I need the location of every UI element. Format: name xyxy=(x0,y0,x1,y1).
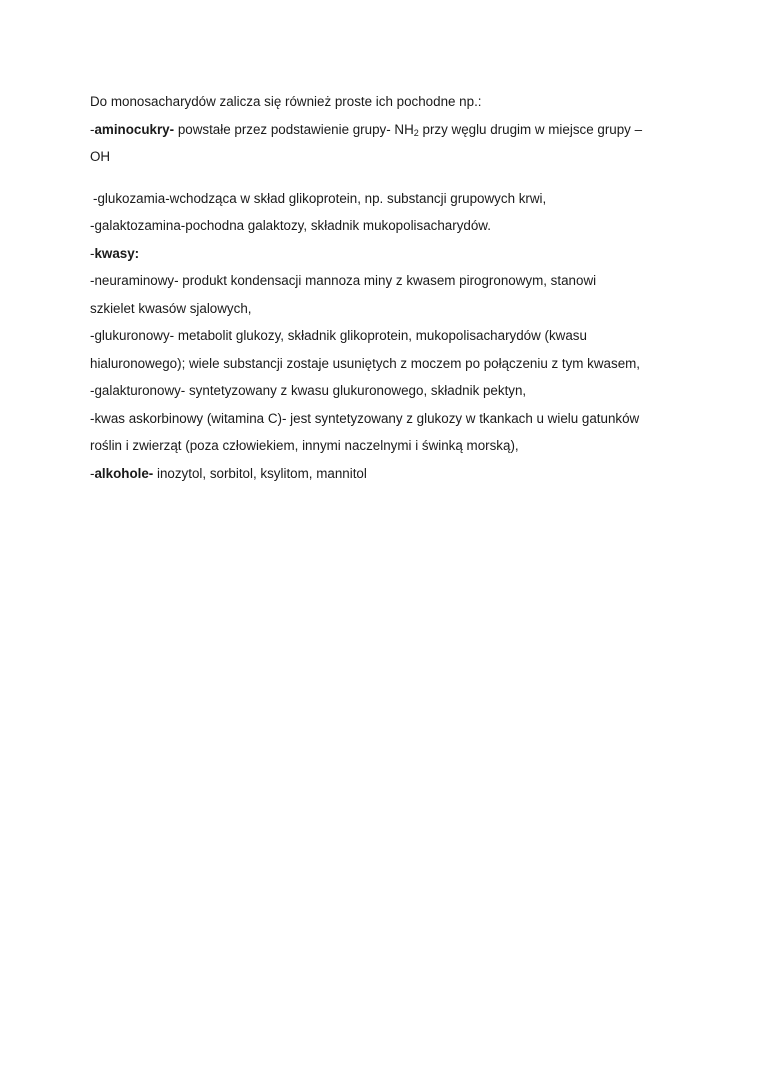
alkohole-dash: - xyxy=(90,465,95,481)
kwasy-line: -neuraminowy- produkt kondensacji mannoza miny z kwasem pirogronowym, stanowi xyxy=(90,273,597,288)
aminocukry-dash: - xyxy=(90,121,95,137)
kwasy-line: szkielet kwasów sjalowych, xyxy=(90,300,252,316)
alkohole-text: inozytol, sorbitol, ksylitom, mannitol xyxy=(153,465,367,481)
kwasy-heading xyxy=(90,240,690,268)
document-page xyxy=(90,88,690,487)
kwasy-term: kwasy: xyxy=(94,245,140,261)
aminocukry-text-end: przy węglu drugim w miejsce grupy – xyxy=(418,121,643,137)
aminocukry-item-galaktozamina: -galaktozamina-pochodna galaktozy, składnik mukopolisacharydów. xyxy=(90,218,491,233)
aminocukry-text: powstałe przez podstawienie grupy- NH xyxy=(174,121,414,137)
intro-line: Do monosacharydów zalicza się również proste ich pochodne np.: xyxy=(90,94,482,109)
aminocukry-line xyxy=(90,116,690,144)
alkohole-term: alkohole- xyxy=(94,465,154,481)
aminocukry-item-glukozamia: -glukozamia-wchodząca w skład glikoprotein, np. substancji grupowych krwi, xyxy=(93,190,547,206)
kwasy-line: roślin i zwierząt (poza człowiekiem, innymi naczelnymi i świnką morską), xyxy=(90,438,519,453)
kwasy-line: -glukuronowy- metabolit glukozy, składnik glikoprotein, mukopolisacharydów (kwasu xyxy=(90,328,587,343)
aminocukry-term: aminocukry- xyxy=(94,121,175,137)
aminocukry-subscript: 2 xyxy=(413,127,419,138)
aminocukry-continuation: OH xyxy=(90,149,111,164)
kwasy-dash: - xyxy=(90,245,95,261)
kwasy-line: -galakturonowy- syntetyzowany z kwasu glukuronowego, składnik pektyn, xyxy=(90,383,527,398)
kwasy-line: hialuronowego); wiele substancji zostaje usuniętych z moczem po połączeniu z tym kwasem, xyxy=(90,355,641,371)
kwasy-line: -kwas askorbinowy (witamina C)- jest syntetyzowany z glukozy w tkankach u wielu gatunków xyxy=(90,410,640,426)
alkohole-line xyxy=(90,460,690,488)
